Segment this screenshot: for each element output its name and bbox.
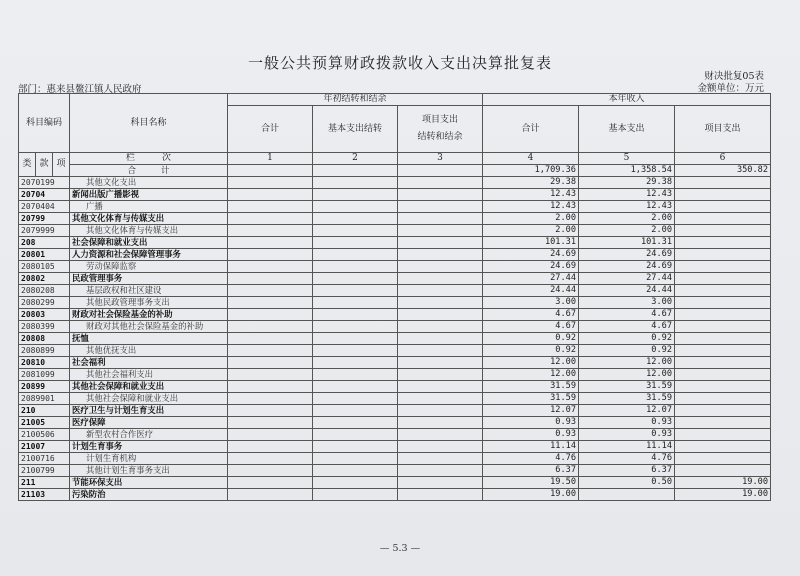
row-code: 21005 xyxy=(19,417,70,429)
table-row xyxy=(19,249,771,261)
row-project-expense xyxy=(675,345,771,357)
table-row xyxy=(19,261,771,273)
row-basic-carry xyxy=(313,285,398,297)
row-basic-expense: 2.00 xyxy=(579,213,675,225)
row-basic-expense: 6.37 xyxy=(579,465,675,477)
table-row xyxy=(19,453,771,465)
row-name: 其他计划生育事务支出 xyxy=(70,465,228,477)
row-project-carry xyxy=(398,369,483,381)
row-project-carry xyxy=(398,477,483,489)
header-subject-code: 科目编码 xyxy=(19,94,70,153)
row-opening-total xyxy=(228,177,313,189)
row-code: 2070199 xyxy=(19,177,70,189)
table-row xyxy=(19,477,771,489)
row-project-expense xyxy=(675,321,771,333)
row-basic-expense: 24.69 xyxy=(579,261,675,273)
row-project-carry xyxy=(398,441,483,453)
row-code: 2080105 xyxy=(19,261,70,273)
row-name: 其他民政管理事务支出 xyxy=(70,297,228,309)
header-basic-expense: 基本支出 xyxy=(579,106,675,153)
row-basic-expense: 11.14 xyxy=(579,441,675,453)
row-basic-carry xyxy=(313,309,398,321)
row-current-total: 0.93 xyxy=(483,429,579,441)
row-current-total: 3.00 xyxy=(483,297,579,309)
row-opening-total xyxy=(228,429,313,441)
row-project-carry xyxy=(398,273,483,285)
table-row xyxy=(19,333,771,345)
row-basic-expense: 12.07 xyxy=(579,405,675,417)
row-basic-carry xyxy=(313,453,398,465)
row-basic-carry xyxy=(313,189,398,201)
row-basic-expense: 12.00 xyxy=(579,369,675,381)
table-row xyxy=(19,225,771,237)
row-name: 其他社会保障和就业支出 xyxy=(70,393,228,405)
row-opening-total xyxy=(228,273,313,285)
row-basic-carry xyxy=(313,393,398,405)
row-code: 20810 xyxy=(19,357,70,369)
document-title: 一般公共预算财政拨款收入支出决算批复表 xyxy=(247,54,552,72)
row-project-expense xyxy=(675,249,771,261)
table-row xyxy=(19,381,771,393)
row-opening-total xyxy=(228,453,313,465)
column-order-label: 栏 次 xyxy=(70,153,228,165)
row-code: 20801 xyxy=(19,249,70,261)
header-project-carry xyxy=(398,106,483,153)
row-project-carry xyxy=(398,465,483,477)
col-number-6: 6 xyxy=(675,153,771,165)
row-basic-expense: 12.43 xyxy=(579,201,675,213)
row-name: 其他文化体育与传媒支出 xyxy=(70,213,228,225)
row-current-total: 4.67 xyxy=(483,321,579,333)
table-row xyxy=(19,357,771,369)
row-opening-total xyxy=(228,417,313,429)
row-basic-expense: 24.69 xyxy=(579,249,675,261)
row-project-expense xyxy=(675,429,771,441)
row-basic-carry xyxy=(313,261,398,273)
row-basic-carry xyxy=(313,405,398,417)
row-project-carry xyxy=(398,381,483,393)
row-current-total: 29.38 xyxy=(483,177,579,189)
row-name: 民政管理事务 xyxy=(70,273,228,285)
table-row xyxy=(19,405,771,417)
row-code: 2080299 xyxy=(19,297,70,309)
row-project-carry xyxy=(398,357,483,369)
row-project-expense: 19.00 xyxy=(675,489,771,501)
header-basic-carry: 基本支出结转 xyxy=(313,106,398,153)
row-basic-expense: 0.93 xyxy=(579,417,675,429)
header-current-group: 本年收入 xyxy=(483,94,771,106)
row-basic-expense: 12.00 xyxy=(579,357,675,369)
row-project-carry xyxy=(398,297,483,309)
row-opening-total xyxy=(228,285,313,297)
row-project-carry xyxy=(398,321,483,333)
row-basic-expense: 0.92 xyxy=(579,333,675,345)
row-opening-total xyxy=(228,213,313,225)
row-opening-total xyxy=(228,441,313,453)
row-project-carry xyxy=(398,249,483,261)
row-name: 医疗保障 xyxy=(70,417,228,429)
row-name: 人力资源和社会保障管理事务 xyxy=(70,249,228,261)
table-row xyxy=(19,441,771,453)
row-name: 社会保障和就业支出 xyxy=(70,237,228,249)
row-project-expense xyxy=(675,273,771,285)
table-row xyxy=(19,309,771,321)
row-project-expense xyxy=(675,261,771,273)
row-opening-total xyxy=(228,201,313,213)
row-project-expense xyxy=(675,225,771,237)
row-name: 财政对其他社会保险基金的补助 xyxy=(70,321,228,333)
row-basic-carry xyxy=(313,465,398,477)
row-project-carry xyxy=(398,309,483,321)
row-code: 20899 xyxy=(19,381,70,393)
row-current-total: 0.92 xyxy=(483,345,579,357)
row-name: 其他社会保障和就业支出 xyxy=(70,381,228,393)
row-opening-total xyxy=(228,405,313,417)
row-basic-carry xyxy=(313,321,398,333)
row-name: 劳动保障监察 xyxy=(70,261,228,273)
row-basic-carry xyxy=(313,333,398,345)
row-name: 新型农村合作医疗 xyxy=(70,429,228,441)
row-current-total: 12.07 xyxy=(483,405,579,417)
row-project-expense xyxy=(675,417,771,429)
row-project-carry xyxy=(398,393,483,405)
row-name: 广播 xyxy=(70,201,228,213)
table-row xyxy=(19,393,771,405)
row-name: 其他文化支出 xyxy=(70,177,228,189)
row-basic-carry xyxy=(313,249,398,261)
row-basic-expense: 24.44 xyxy=(579,285,675,297)
row-project-carry xyxy=(398,177,483,189)
row-name: 其他社会福利支出 xyxy=(70,369,228,381)
row-code: 211 xyxy=(19,477,70,489)
row-name: 节能环保支出 xyxy=(70,477,228,489)
row-project-expense xyxy=(675,237,771,249)
row-current-total: 31.59 xyxy=(483,393,579,405)
sum-opening-total xyxy=(228,165,313,177)
row-code: 208 xyxy=(19,237,70,249)
row-project-carry xyxy=(398,345,483,357)
row-project-expense xyxy=(675,201,771,213)
row-current-total: 11.14 xyxy=(483,441,579,453)
row-project-expense xyxy=(675,381,771,393)
row-opening-total xyxy=(228,357,313,369)
sum-project-expense: 350.82 xyxy=(675,165,771,177)
row-current-total: 2.00 xyxy=(483,225,579,237)
row-opening-total xyxy=(228,189,313,201)
row-current-total: 19.50 xyxy=(483,477,579,489)
row-opening-total xyxy=(228,465,313,477)
row-code: 2089901 xyxy=(19,393,70,405)
sum-project-carry xyxy=(398,165,483,177)
row-basic-expense: 4.67 xyxy=(579,321,675,333)
row-opening-total xyxy=(228,321,313,333)
row-project-expense xyxy=(675,333,771,345)
row-basic-expense: 27.44 xyxy=(579,273,675,285)
header-project-carry-line1: 项目支出 xyxy=(421,114,458,125)
table-row xyxy=(19,465,771,477)
row-opening-total xyxy=(228,309,313,321)
row-basic-expense: 0.93 xyxy=(579,429,675,441)
table-row xyxy=(19,201,771,213)
row-code: 2070404 xyxy=(19,201,70,213)
row-name: 社会福利 xyxy=(70,357,228,369)
table-row xyxy=(19,213,771,225)
row-current-total: 24.69 xyxy=(483,261,579,273)
row-opening-total xyxy=(228,489,313,501)
row-name: 计划生育事务 xyxy=(70,441,228,453)
row-code: 2100799 xyxy=(19,465,70,477)
row-current-total: 24.44 xyxy=(483,285,579,297)
row-opening-total xyxy=(228,369,313,381)
table-row xyxy=(19,237,771,249)
sum-basic-expense: 1,358.54 xyxy=(579,165,675,177)
header-opening-total: 合计 xyxy=(228,106,313,153)
row-opening-total xyxy=(228,225,313,237)
row-basic-expense: 0.92 xyxy=(579,345,675,357)
header-project-carry-line2: 结转和结余 xyxy=(417,132,463,142)
row-project-carry xyxy=(398,201,483,213)
table-row xyxy=(19,285,771,297)
row-code: 2080399 xyxy=(19,321,70,333)
row-current-total: 19.00 xyxy=(483,489,579,501)
row-current-total: 12.00 xyxy=(483,357,579,369)
row-project-expense xyxy=(675,357,771,369)
row-opening-total xyxy=(228,297,313,309)
header-lei: 类 xyxy=(19,153,36,177)
row-project-carry xyxy=(398,261,483,273)
row-basic-expense: 101.31 xyxy=(579,237,675,249)
row-code: 2080208 xyxy=(19,285,70,297)
col-number-3: 3 xyxy=(398,153,483,165)
row-project-carry xyxy=(398,225,483,237)
row-opening-total xyxy=(228,393,313,405)
row-code: 20808 xyxy=(19,333,70,345)
row-code: 2081099 xyxy=(19,369,70,381)
row-basic-carry xyxy=(313,477,398,489)
row-name: 污染防治 xyxy=(70,489,228,501)
row-name: 其他文化体育与传媒支出 xyxy=(70,225,228,237)
row-project-expense xyxy=(675,369,771,381)
table-row xyxy=(19,429,771,441)
row-code: 20704 xyxy=(19,189,70,201)
page-number: — 5.3 — xyxy=(379,543,421,554)
row-current-total: 24.69 xyxy=(483,249,579,261)
table-row xyxy=(19,177,771,189)
row-current-total: 12.00 xyxy=(483,369,579,381)
row-project-carry xyxy=(398,333,483,345)
header-kuan: 款 xyxy=(36,153,53,177)
row-opening-total xyxy=(228,261,313,273)
col-number-1: 1 xyxy=(228,153,313,165)
row-basic-expense: 0.50 xyxy=(579,477,675,489)
row-basic-carry xyxy=(313,417,398,429)
row-basic-expense: 29.38 xyxy=(579,177,675,189)
row-current-total: 31.59 xyxy=(483,381,579,393)
row-basic-carry xyxy=(313,381,398,393)
header-current-total: 合计 xyxy=(483,106,579,153)
row-opening-total xyxy=(228,345,313,357)
table-row xyxy=(19,321,771,333)
row-current-total: 0.92 xyxy=(483,333,579,345)
row-code: 210 xyxy=(19,405,70,417)
row-project-carry xyxy=(398,405,483,417)
row-code: 20802 xyxy=(19,273,70,285)
sum-basic-carry xyxy=(313,165,398,177)
row-basic-expense: 2.00 xyxy=(579,225,675,237)
row-opening-total xyxy=(228,237,313,249)
table-row xyxy=(19,189,771,201)
row-name: 医疗卫生与计划生育支出 xyxy=(70,405,228,417)
row-basic-expense: 12.43 xyxy=(579,189,675,201)
row-basic-carry xyxy=(313,441,398,453)
row-project-expense xyxy=(675,309,771,321)
row-project-carry xyxy=(398,417,483,429)
table-row xyxy=(19,417,771,429)
row-current-total: 4.76 xyxy=(483,453,579,465)
table-row xyxy=(19,297,771,309)
row-project-expense xyxy=(675,441,771,453)
row-basic-carry xyxy=(313,177,398,189)
budget-table xyxy=(18,93,771,501)
row-basic-expense: 4.76 xyxy=(579,453,675,465)
row-name: 其他优抚支出 xyxy=(70,345,228,357)
row-project-carry xyxy=(398,213,483,225)
table-row xyxy=(19,273,771,285)
sum-current-total: 1,709.36 xyxy=(483,165,579,177)
table-row xyxy=(19,345,771,357)
sum-label: 合 计 xyxy=(70,165,228,177)
row-project-expense xyxy=(675,285,771,297)
row-project-carry xyxy=(398,237,483,249)
row-project-carry xyxy=(398,189,483,201)
row-current-total: 0.93 xyxy=(483,417,579,429)
row-basic-expense: 31.59 xyxy=(579,393,675,405)
row-project-expense xyxy=(675,189,771,201)
row-name: 基层政权和社区建设 xyxy=(70,285,228,297)
row-name: 抚恤 xyxy=(70,333,228,345)
row-code: 20799 xyxy=(19,213,70,225)
row-basic-carry xyxy=(313,345,398,357)
row-name: 新闻出版广播影视 xyxy=(70,189,228,201)
row-name: 财政对社会保险基金的补助 xyxy=(70,309,228,321)
row-project-carry xyxy=(398,429,483,441)
row-current-total: 27.44 xyxy=(483,273,579,285)
row-project-expense xyxy=(675,297,771,309)
row-project-expense xyxy=(675,453,771,465)
row-basic-carry xyxy=(313,213,398,225)
row-opening-total xyxy=(228,249,313,261)
row-code: 2100506 xyxy=(19,429,70,441)
row-project-carry xyxy=(398,285,483,297)
row-basic-carry xyxy=(313,273,398,285)
amount-unit: 金额单位：万元 xyxy=(697,83,764,94)
row-opening-total xyxy=(228,477,313,489)
row-project-expense xyxy=(675,177,771,189)
row-code: 21103 xyxy=(19,489,70,501)
row-project-expense xyxy=(675,405,771,417)
row-project-carry xyxy=(398,453,483,465)
header-opening-group: 年初结转和结余 xyxy=(228,94,483,106)
row-basic-carry xyxy=(313,297,398,309)
row-current-total: 4.67 xyxy=(483,309,579,321)
row-code: 2079999 xyxy=(19,225,70,237)
row-current-total: 6.37 xyxy=(483,465,579,477)
row-current-total: 101.31 xyxy=(483,237,579,249)
row-project-carry xyxy=(398,489,483,501)
row-basic-expense: 4.67 xyxy=(579,309,675,321)
row-basic-carry xyxy=(313,429,398,441)
row-current-total: 2.00 xyxy=(483,213,579,225)
table-row xyxy=(19,489,771,501)
header-subject-name: 科目名称 xyxy=(70,94,228,153)
form-number: 财决批复05表 xyxy=(704,71,764,82)
header-project-expense: 项目支出 xyxy=(675,106,771,153)
row-code: 20803 xyxy=(19,309,70,321)
row-opening-total xyxy=(228,381,313,393)
row-basic-expense: 3.00 xyxy=(579,297,675,309)
row-basic-carry xyxy=(313,357,398,369)
row-basic-carry xyxy=(313,489,398,501)
row-current-total: 12.43 xyxy=(483,189,579,201)
row-opening-total xyxy=(228,333,313,345)
row-basic-expense: 31.59 xyxy=(579,381,675,393)
row-basic-expense xyxy=(579,489,675,501)
row-basic-carry xyxy=(313,225,398,237)
row-code: 2100716 xyxy=(19,453,70,465)
row-project-expense xyxy=(675,393,771,405)
col-number-5: 5 xyxy=(579,153,675,165)
row-code: 2080899 xyxy=(19,345,70,357)
row-current-total: 12.43 xyxy=(483,201,579,213)
row-code: 21007 xyxy=(19,441,70,453)
row-name: 计划生育机构 xyxy=(70,453,228,465)
row-project-expense xyxy=(675,213,771,225)
row-basic-carry xyxy=(313,369,398,381)
header-xiang: 项 xyxy=(53,153,70,177)
row-project-expense xyxy=(675,465,771,477)
row-project-expense: 19.00 xyxy=(675,477,771,489)
col-number-2: 2 xyxy=(313,153,398,165)
col-number-4: 4 xyxy=(483,153,579,165)
table-row xyxy=(19,369,771,381)
row-basic-carry xyxy=(313,201,398,213)
row-basic-carry xyxy=(313,237,398,249)
department-label: 部门：惠来县鳌江镇人民政府 xyxy=(18,84,142,95)
